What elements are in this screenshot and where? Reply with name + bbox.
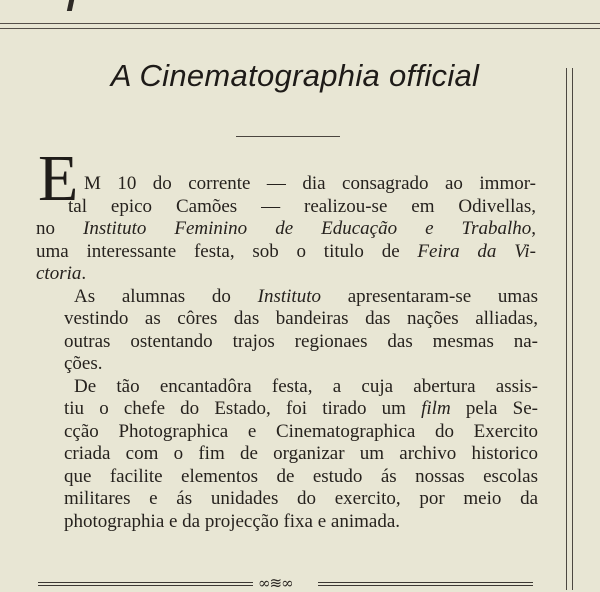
body-line: M 10 do corrente — dia consagrado ao immor- (84, 173, 536, 194)
drop-cap: E (38, 142, 79, 215)
body-line: De tão encantadôra festa, a cuja abertura assis- (74, 375, 538, 397)
body-line: photographia e da projecção fixa e animada. (64, 510, 401, 532)
body-line: ções. (64, 353, 103, 374)
top-rule (0, 23, 600, 24)
article-body (36, 173, 538, 533)
footer-rule-right (318, 582, 533, 586)
body-line: ctoria. (36, 263, 87, 284)
body-line: outras ostentando trajos regionaes das mesmas na- (64, 330, 538, 352)
article-title: A Cinematographia official (110, 58, 480, 93)
page-corner-mark (67, 0, 74, 11)
body-line: tal epico Camões — realizou-se em Odivellas, (68, 195, 536, 217)
body-line: criada com o fim de organizar um archivo historico (64, 443, 538, 464)
body-line: cção Photographica e Cinematographica do Exercito (64, 420, 538, 442)
column-rule (566, 68, 567, 590)
footer-rule-left (38, 582, 253, 586)
body-line: militares e ás unidades do exercito, por meio da (64, 488, 538, 509)
column-rule-double (572, 68, 573, 590)
body-line: uma interessante festa, sob o titulo de Feira da Vi- (36, 240, 536, 262)
footer-ornament: ∞≋∞ (258, 574, 293, 592)
body-line: As alumnas do Instituto apresentaram-se umas (74, 285, 538, 307)
title-divider (236, 136, 340, 137)
top-rule-double (0, 28, 600, 29)
body-line: que facilite elementos de estudo ás nossas escolas (64, 465, 538, 487)
body-line: vestindo as côres das bandeiras das nações alliadas, (64, 308, 538, 329)
body-line: no Instituto Feminino de Educação e Trabalho, (36, 218, 536, 239)
body-line: tiu o chefe do Estado, foi tirado um film pela Se- (64, 398, 538, 419)
